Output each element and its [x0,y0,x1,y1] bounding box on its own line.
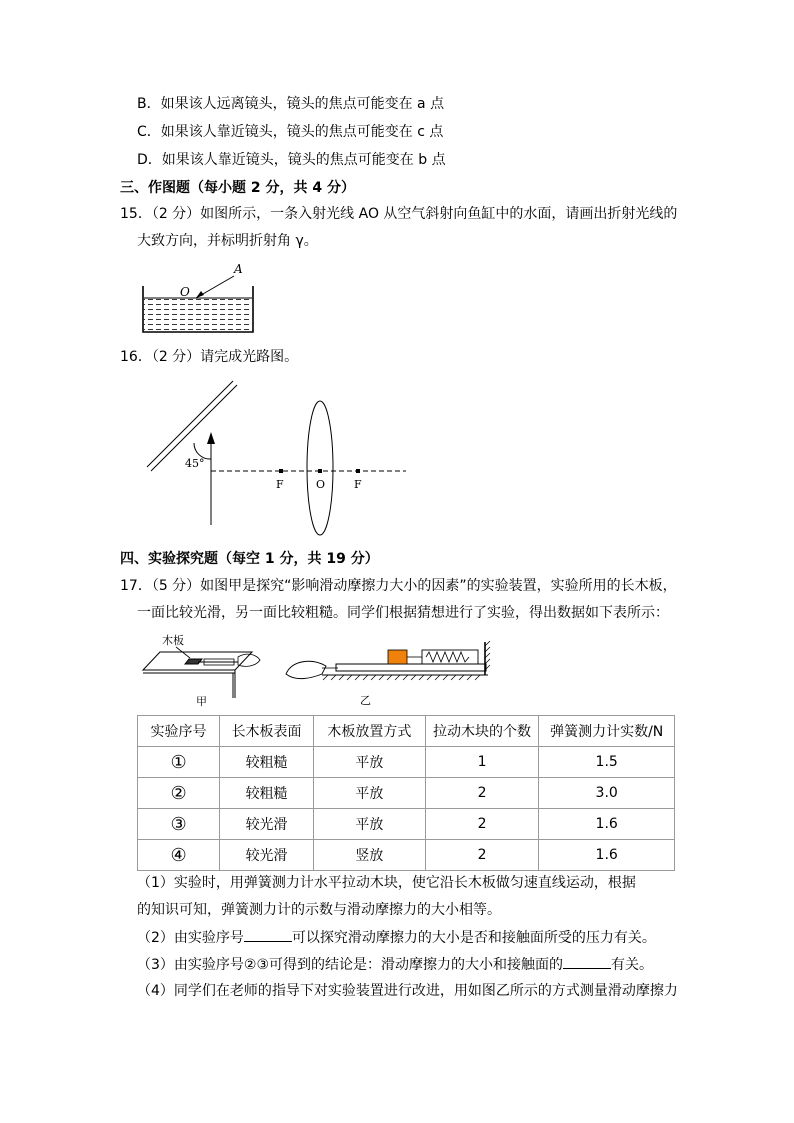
section-3-title: 三、作图题（每小题 2 分，共 4 分） [120,180,355,196]
option-d: D．如果该人靠近镜头，镜头的焦点可能变在 b 点 [137,152,446,168]
table-cell: 竖放 [314,840,426,871]
table-cell: 2 [425,840,539,871]
focus-right-dot [356,469,360,473]
table-cell: ① [138,747,220,778]
table-cell: 较粗糙 [220,778,314,809]
data-table [137,715,675,871]
label-a: A [234,262,243,276]
table-cell: 2 [425,778,539,809]
convex-lens [307,401,333,535]
q17-part2 [137,927,656,948]
hand [238,654,260,666]
option-c: C．如果该人靠近镜头，镜头的焦点可能变在 c 点 [137,124,444,140]
table-cell: 1.6 [539,809,675,840]
section-4-title: 四、实验探究题（每空 1 分，共 19 分） [120,551,379,567]
wood-block [388,650,407,664]
label-yi: 乙 [360,694,371,707]
table-cell: 较光滑 [220,840,314,871]
table-cell: ④ [138,840,220,871]
focus-right-label: F [354,478,362,491]
table-cell: 较光滑 [220,809,314,840]
header-cell: 实验序号 [138,716,220,747]
table-cell: ② [138,778,220,809]
q17-part3 [137,954,653,975]
q17-part3-suffix: 有关。 [611,957,654,973]
table-cell: 1.6 [539,840,675,871]
table-header-row [138,716,675,747]
focus-left-dot [279,469,283,473]
q17-figure-yi [282,640,492,710]
q17-part4: （4）同学们在老师的指导下对实验装置进行改进，用如图乙所示的方式测量滑动摩擦力 [137,983,678,999]
table-cell: 平放 [314,778,426,809]
optical-center-dot [318,469,322,473]
table-cell: 3.0 [539,778,675,809]
table-cell: 2 [425,809,539,840]
hand-yi [286,661,326,678]
angle-label: 45° [185,457,205,470]
table-cell: 较粗糙 [220,747,314,778]
table-row [138,809,675,840]
ground-hatch [323,675,480,680]
arrow-head [196,291,204,298]
table-cell: ③ [138,809,220,840]
spring-scale [422,650,478,664]
table-row [138,778,675,809]
q15-text-line2: 大致方向，并标明折射角 γ。 [137,233,318,249]
table-cell: 平放 [314,747,426,778]
q15-fish-tank-figure [140,262,260,336]
water [144,298,252,332]
label-jia: 甲 [196,695,207,708]
table-cell: 1 [425,747,539,778]
q17-part1-line1: （1）实验时，用弹簧测力计水平拉动木块，使它沿长木板做匀速直线运动，根据 [137,875,636,891]
q17-part2-suffix: 可以探究滑动摩擦力的大小是否和接触面所受的压力有关。 [291,930,656,946]
mirror-line-1 [147,381,233,467]
q17-text-line1: 17．（5 分）如图甲是探究“影响滑动摩擦力大小的因素”的实验装置，实验所用的长木板， [120,578,677,594]
spring-coil [426,652,469,662]
header-cell: 木板放置方式 [314,716,426,747]
board-label: 木板 [162,634,184,647]
optical-center-label: O [316,478,326,491]
header-cell: 弹簧测力计实数/N [539,716,675,747]
header-cell: 长木板表面 [220,716,314,747]
header-cell: 拉动木块的个数 [425,716,539,747]
q17-part2-prefix: （2）由实验序号 [137,930,244,946]
q15-text-line1: 15．（2 分）如图所示，一条入射光线 AO 从空气斜射向鱼缸中的水面，请画出折射光线的 [120,206,678,222]
focus-left-label: F [276,478,284,491]
table-cell: 平放 [314,809,426,840]
q17-part1-line2: 的知识可知，弹簧测力计的示数与滑动摩擦力的大小相等。 [137,902,501,918]
table-cell: 1.5 [539,747,675,778]
label-o: O [180,285,190,299]
q17-text-line2: 一面比较光滑，另一面比较粗糙。同学们根据猜想进行了实验，得出数据如下表所示： [137,605,669,621]
table-row [138,840,675,871]
table-row [138,747,675,778]
q16-lens-figure [140,378,420,538]
option-b: B．如果该人远离镜头，镜头的焦点可能变在 a 点 [137,96,445,112]
board-yi [336,664,486,671]
q17-part3-prefix: （3）由实验序号②③可得到的结论是：滑动摩擦力的大小和接触面的 [137,957,564,973]
q16-text: 16．（2 分）请完成光路图。 [120,349,299,365]
answer-blank[interactable] [244,927,292,942]
q17-figure-jia [140,630,280,708]
object-arrow [207,432,215,444]
answer-blank[interactable] [563,954,611,969]
